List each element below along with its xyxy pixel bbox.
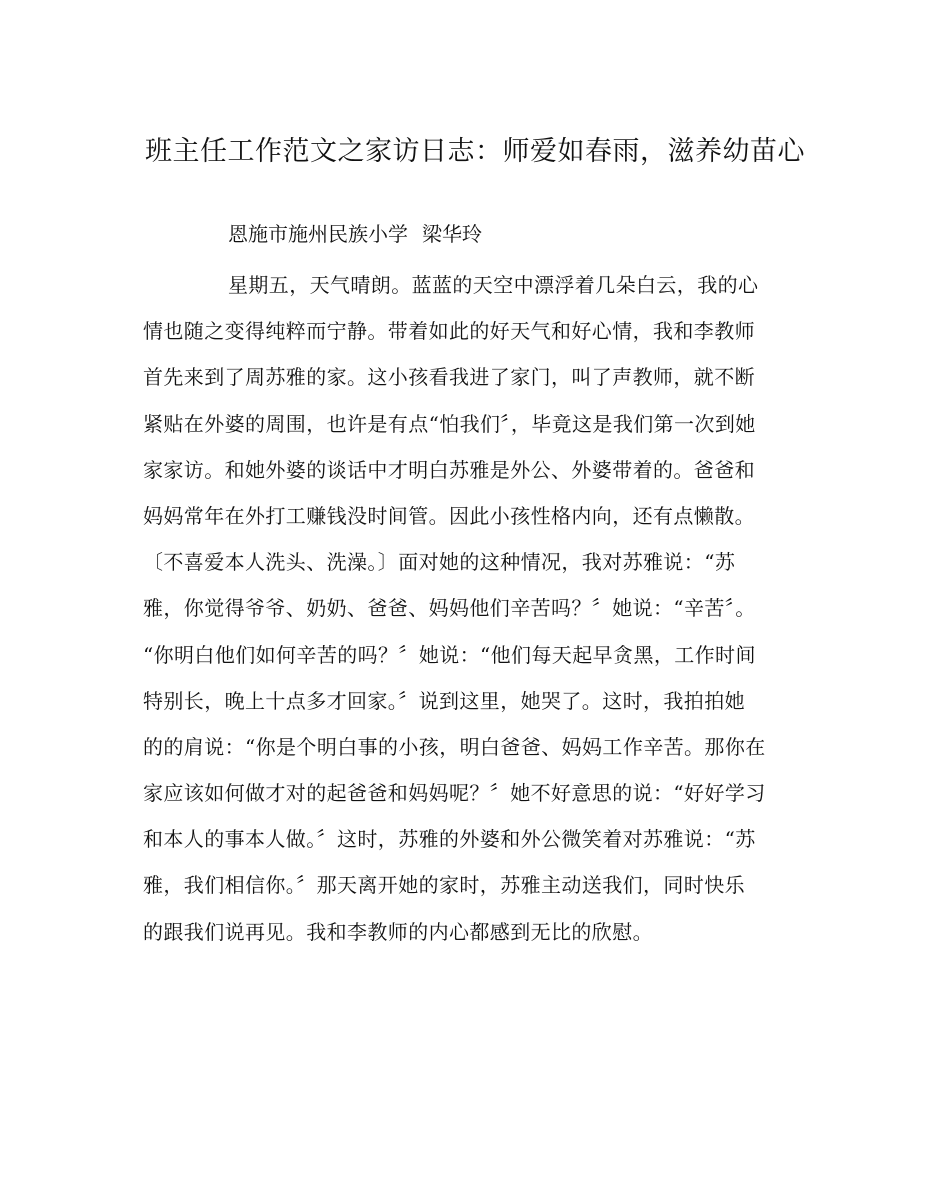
body-line: 星期五，天气晴朗。蓝蓝的天空中漂浮着几朵白云，我的心 bbox=[228, 273, 759, 297]
body-line: 紧贴在外婆的周围，也许是有点“怕我们〞，毕竟这是我们第一次到她 bbox=[143, 411, 756, 436]
body-line: 家应该如何做才对的起爸爸和妈妈呢？〞她不好意思的说：“好好学习 bbox=[143, 781, 766, 806]
body-line: 雅，我们相信你。〞那天离开她的家时，苏雅主动送我们，同时快乐 bbox=[143, 873, 745, 898]
body-line: 和本人的事本人做。〞这时，苏雅的外婆和外公微笑着对苏雅说：“苏 bbox=[143, 827, 756, 852]
body-line: 首先来到了周苏雅的家。这小孩看我进了家门，叫了声教师，就不断 bbox=[143, 365, 755, 390]
body-line: 情也随之变得纯粹而宁静。带着如此的好天气和好心情，我和李教师 bbox=[143, 319, 755, 344]
body-line: 家家访。和她外婆的谈话中才明白苏雅是外公、外婆带着的。爸爸和 bbox=[143, 457, 755, 482]
author-name: 梁华玲 bbox=[422, 222, 482, 246]
body-line: 特别长，晚上十点多才回家。〞说到这里，她哭了。这时，我拍拍她 bbox=[143, 688, 745, 713]
author-byline bbox=[228, 220, 482, 248]
author-school: 恩施市施州民族小学 bbox=[228, 222, 408, 246]
body-paragraph bbox=[143, 269, 823, 962]
body-line: 的的肩说：“你是个明白事的小孩，明白爸爸、妈妈工作辛苦。那你在 bbox=[143, 734, 766, 759]
body-line: 雅，你觉得爷爷、奶奶、爸爸、妈妈他们辛苦吗？〞她说：“辛苦〞。 bbox=[143, 596, 756, 621]
document-title: 班主任工作范文之家访日志：师爱如春雨，滋养幼苗心 bbox=[145, 136, 805, 167]
body-line: 〔不喜爱本人洗头、洗澡。〕面对她的这种情况，我对苏雅说：“苏 bbox=[143, 550, 736, 575]
body-line: 的跟我们说再见。我和李教师的内心都感到无比的欣慰。 bbox=[143, 919, 653, 944]
body-line: 妈妈常年在外打工赚钱没时间管。因此小孩性格内向，还有点懒散。 bbox=[143, 503, 755, 528]
body-line: “你明白他们如何辛苦的吗？〞她说：“他们每天起早贪黑，工作时间 bbox=[143, 642, 756, 667]
